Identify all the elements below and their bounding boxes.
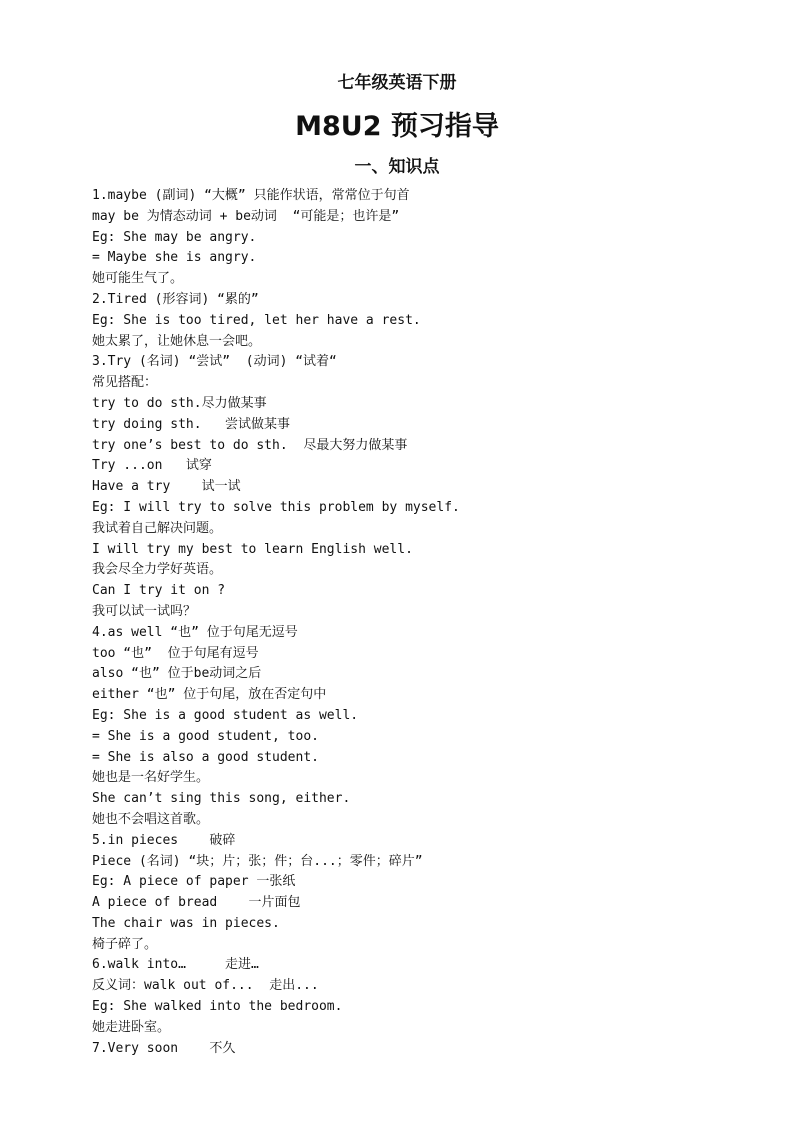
- text-line: 我可以试一试吗？: [92, 603, 197, 619]
- text-line: The chair was in pieces.: [92, 915, 280, 931]
- text-line: 常见搭配：: [92, 375, 158, 391]
- text-line: 她也不会唱这首歌。: [92, 811, 210, 827]
- text-line: Have a try 试一试: [92, 479, 241, 495]
- text-line: 她走进卧室。: [92, 1019, 171, 1035]
- text-line: She can’t sing this song, either.: [92, 791, 351, 807]
- text-line: Eg: She is too tired, let her have a rest.: [92, 312, 421, 328]
- text-line: Eg: I will try to solve this problem by myself.: [92, 499, 460, 515]
- text-line: Eg: She walked into the bedroom.: [92, 999, 343, 1015]
- text-line: = She is also a good student.: [92, 749, 319, 765]
- text-line: 2.Tired (形容词) “累的”: [92, 291, 259, 307]
- text-line: Eg: She may be angry.: [92, 229, 257, 245]
- section-heading: 一、知识点: [354, 157, 440, 177]
- text-line: = She is a good student, too.: [92, 728, 319, 744]
- text-line: Can I try it on ?: [92, 583, 226, 599]
- text-line: also “也” 位于be动词之后: [92, 666, 262, 682]
- text-line: I will try my best to learn English well.: [92, 541, 413, 557]
- text-line: 椅子碎了。: [92, 936, 158, 952]
- text-line: Piece (名词) “块；片；张；件；台...；零件；碎片”: [92, 853, 423, 869]
- text-line: 她也是一名好学生。: [92, 770, 210, 786]
- text-line: 3.Try (名词) “尝试” (动词) “试着“: [92, 354, 337, 370]
- text-line: may be 为情态动词 + be动词 “可能是；也许是”: [92, 208, 400, 224]
- text-line: 她太累了，让她休息一会吧。: [92, 333, 262, 349]
- text-line: 我会尽全力学好英语。: [92, 562, 223, 578]
- text-line: Eg: She is a good student as well.: [92, 707, 359, 723]
- text-line: 4.as well “也” 位于句尾无逗号: [92, 624, 298, 640]
- text-line: A piece of bread 一片面包: [92, 895, 301, 911]
- text-line: either “也” 位于句尾，放在否定句中: [92, 687, 327, 703]
- text-line: 1.maybe (副词) “大概” 只能作状语，常常位于句首: [92, 188, 410, 203]
- text-line: 她可能生气了。: [92, 271, 184, 287]
- document-subtitle: 七年级英语下册: [337, 73, 457, 93]
- text-line: 反义词：walk out of... 走出...: [92, 978, 319, 994]
- text-line: Eg: A piece of paper 一张纸: [92, 874, 296, 890]
- text-line: 我试着自己解决问题。: [92, 520, 223, 536]
- text-line: too “也” 位于句尾有逗号: [92, 645, 259, 661]
- document-title: M8U2 预习指导: [295, 111, 499, 142]
- text-line: = Maybe she is angry.: [92, 250, 257, 266]
- text-line: Try ...on 试穿: [92, 458, 212, 474]
- text-line: try to do sth.尽力做某事: [92, 395, 267, 411]
- text-line: 6.walk into… 走进…: [92, 957, 259, 973]
- document-body: [92, 186, 732, 1059]
- text-line: 7.Very soon 不久: [92, 1040, 236, 1056]
- text-line: try doing sth. 尝试做某事: [92, 416, 291, 432]
- text-line: 5.in pieces 破碎: [92, 832, 236, 848]
- text-line: try one’s best to do sth. 尽最大努力做某事: [92, 437, 408, 453]
